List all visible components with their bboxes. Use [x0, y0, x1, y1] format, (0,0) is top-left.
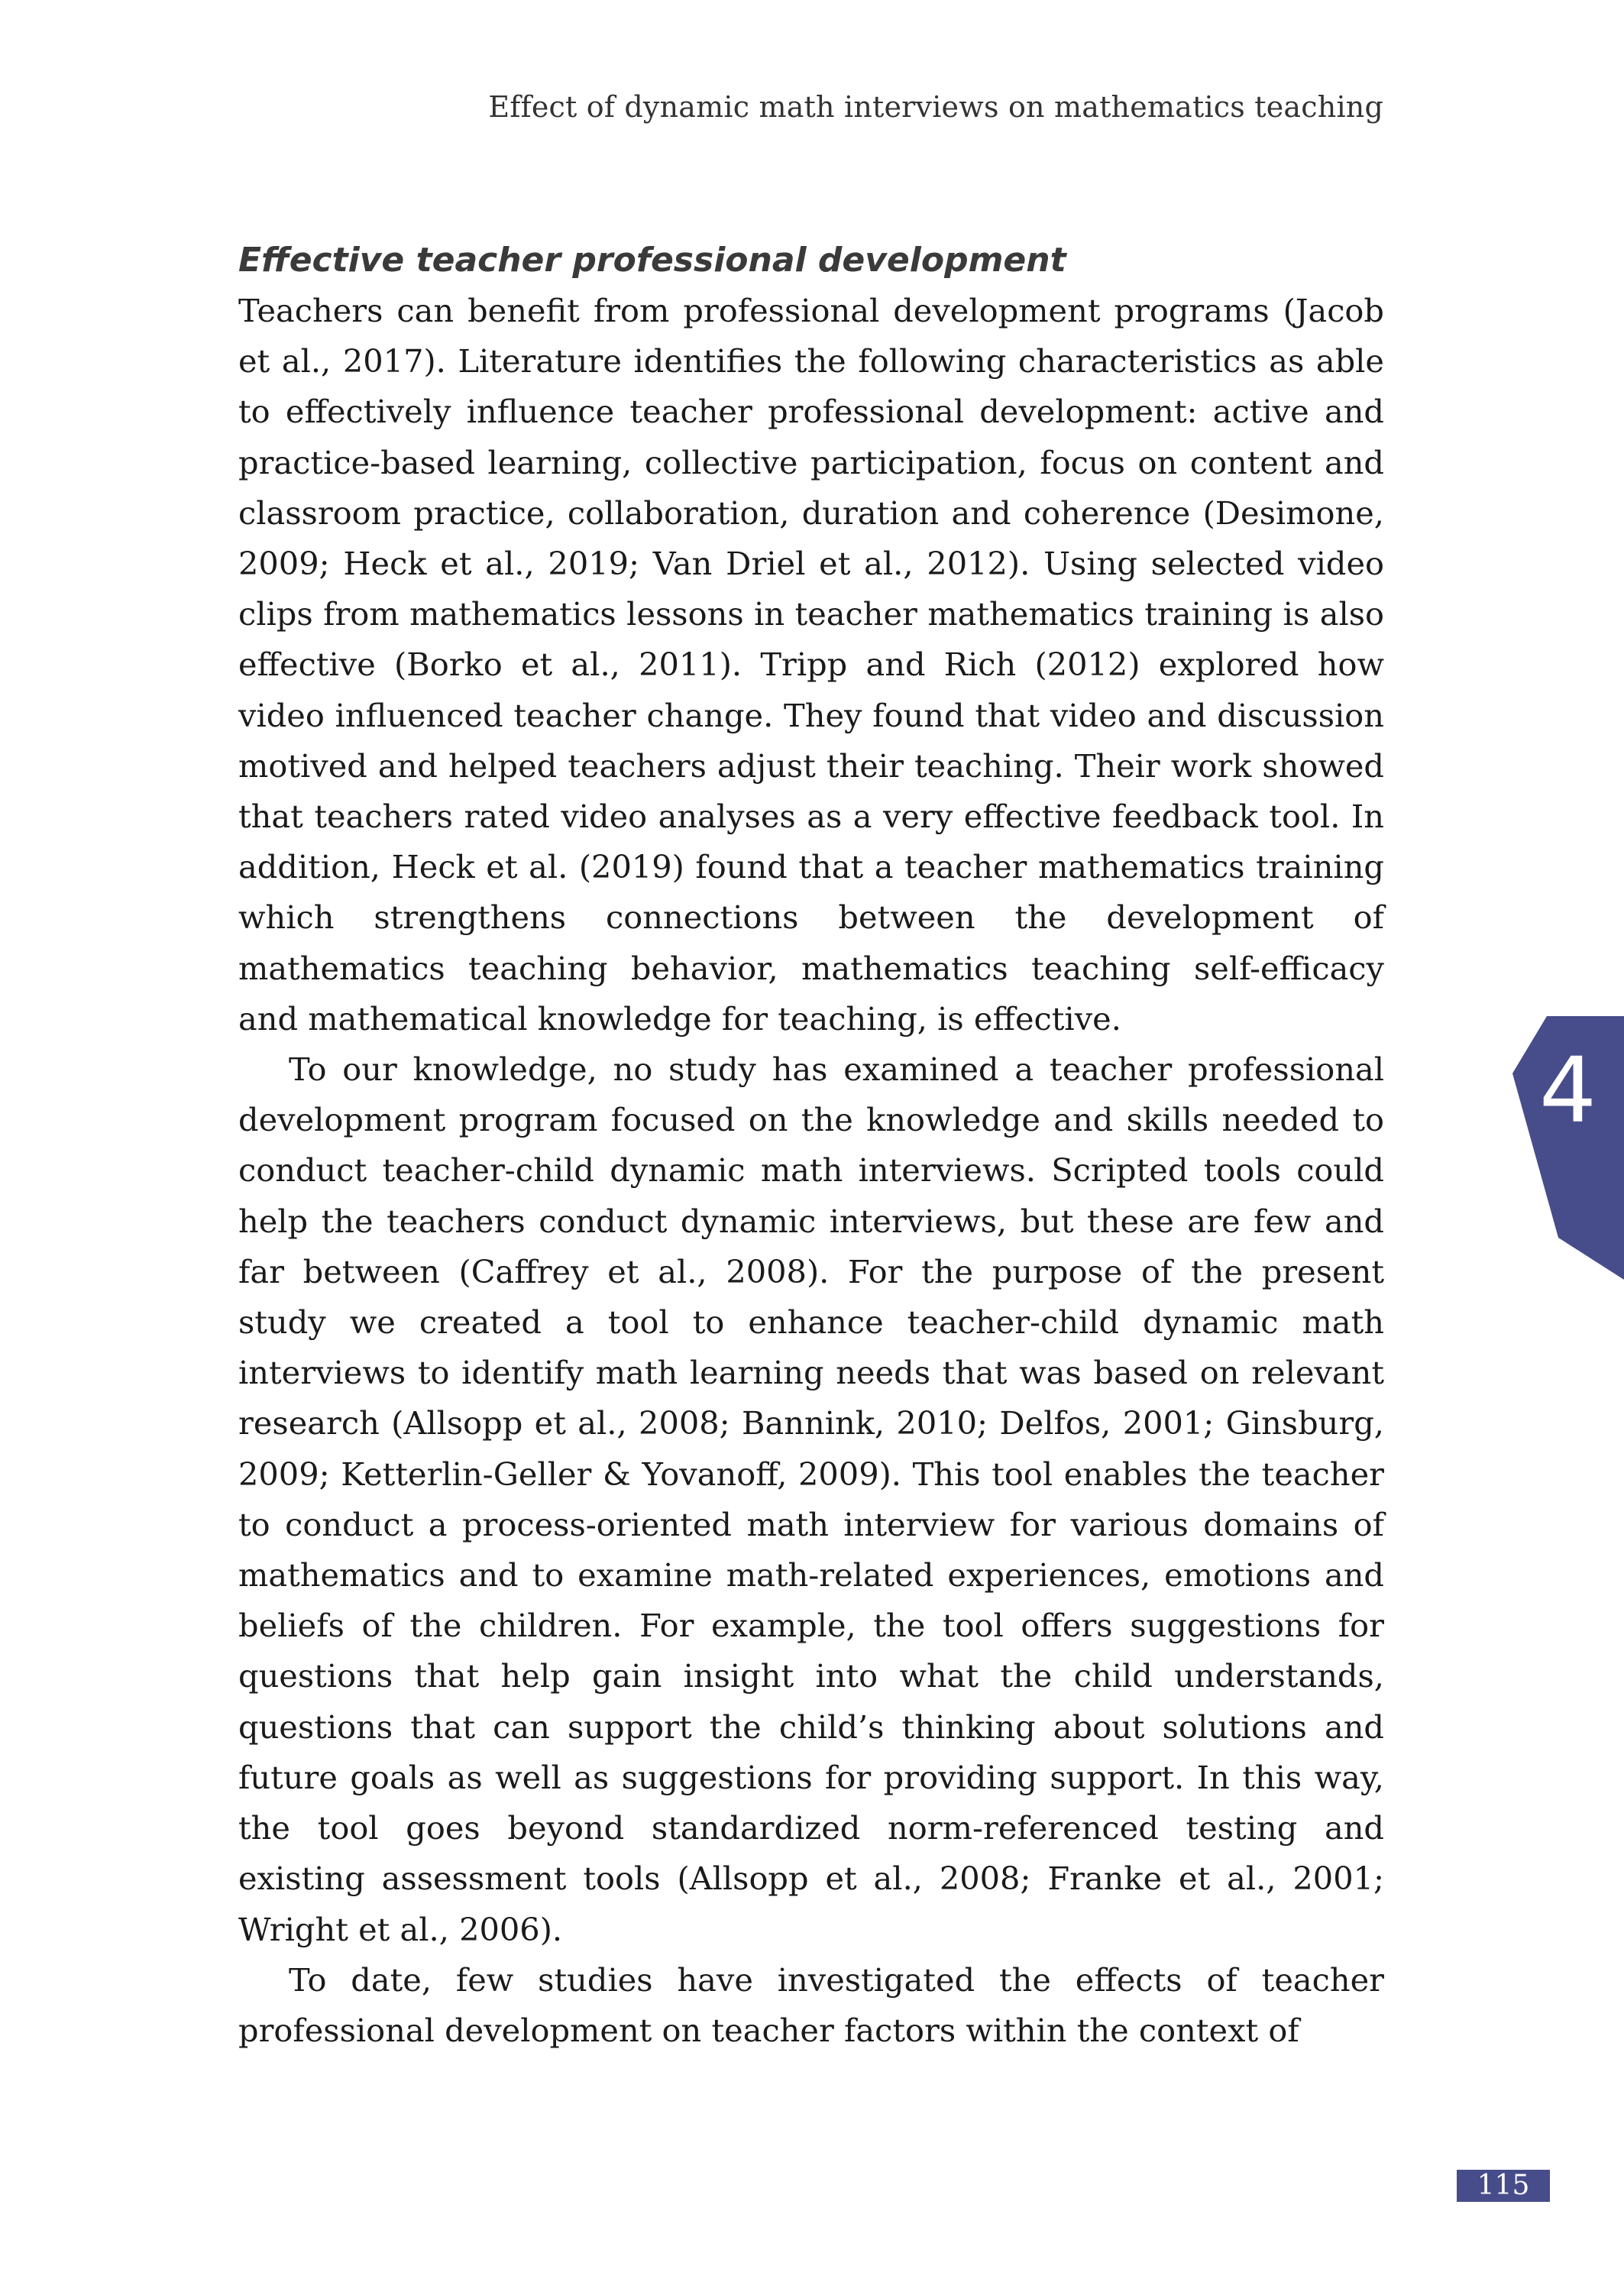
- section-heading: Effective teacher professional development: [238, 241, 1066, 280]
- chapter-number: 4: [1539, 1038, 1597, 1143]
- paragraph-2: To our knowledge, no study has examined a teacher professional development program focused on the knowledge and skills needed to conduct teacher-child dynamic math interviews. Scripted tools could help the teachers conduct dynamic interviews, but these are few and far between (Caffrey et al., 2008). For the purpose of the present study we created a tool to enhance teacher-child dynamic math interviews to identify math learning needs that was based on relevant research (Allsopp et al., 2008; Bannink, 2010; Delfos, 2001; Ginsburg, 2009; Ketterlin-Geller & Yovanoff, 2009). This tool enables the teacher to conduct a process-oriented math interview for various domains of mathematics and to examine math-related experiences, emotions and beliefs of the children. For example, the tool offers suggestions for questions that help gain insight into what the child understands, questions that can support the child’s thinking about solutions and future goals as well as suggestions for providing support. In this way, the tool goes beyond standardized norm-referenced testing and existing assessment tools (Allsopp et al., 2008; Franke et al., 2001; Wright et al., 2006).: [238, 1050, 1384, 1948]
- paragraph-1: Teachers can benefit from professional development programs (Jacob et al., 2017). Literature identifies the following characteristics as able to effectively influence teacher professional development: active and practice-based learning, collective participation, focus on content and classroom practice, collaboration, duration and coherence (Desimone, 2009; Heck et al., 2019; Van Driel et al., 2012). Using selected video clips from mathematics lessons in teacher mathematics training is also effective (Borko et al., 2011). Tripp and Rich (2012) explored how video influenced teacher change. They found that video and discussion motived and helped teachers adjust their teaching. Their work showed that teachers rated video analyses as a very effective feedback tool. In addition, Heck et al. (2019) found that a teacher mathematics training which strengthens connections between the development of mathematics teaching behavior, mathematics teaching self-efficacy and mathematical knowledge for teaching, is effective.: [238, 292, 1384, 1038]
- running-header: Effect of dynamic math interviews on mathematics teaching: [488, 90, 1383, 124]
- paragraph-3: To date, few studies have investigated the effects of teacher professional development on teacher factors within the context of: [238, 1960, 1384, 2049]
- page-number: 115: [1457, 2170, 1550, 2202]
- main-content: [238, 235, 1384, 2056]
